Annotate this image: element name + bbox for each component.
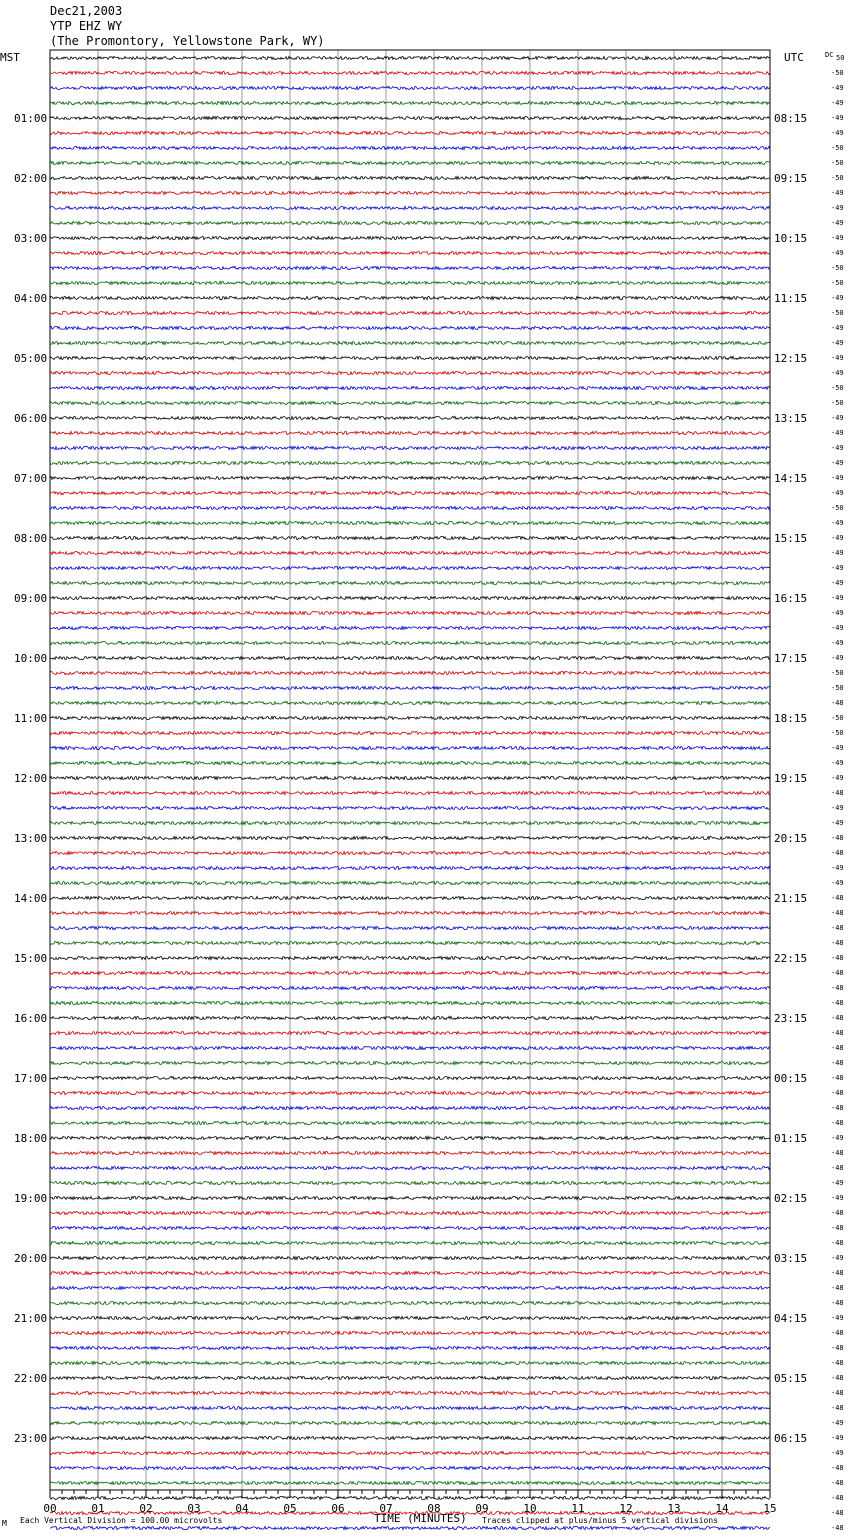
dc-offset-label: -48 bbox=[831, 1104, 844, 1112]
trace-line bbox=[50, 101, 770, 104]
dc-offset-label: -48 bbox=[831, 1014, 844, 1022]
trace-line bbox=[50, 116, 770, 119]
dc-offset-labels bbox=[831, 69, 844, 1534]
dc-offset-label: -48 bbox=[831, 834, 844, 842]
dc-offset-label: -49 bbox=[831, 864, 844, 872]
trace-line bbox=[50, 1481, 770, 1484]
right-hour-label: 08:15 bbox=[774, 112, 808, 125]
dc-offset-label: -49 bbox=[831, 579, 844, 587]
dc-offset-label: -50 bbox=[831, 384, 844, 392]
trace-line bbox=[50, 326, 770, 329]
trace-line bbox=[50, 626, 770, 629]
trace-line bbox=[50, 341, 770, 344]
trace-line bbox=[50, 851, 770, 854]
trace-line bbox=[50, 971, 770, 974]
right-timezone-label: UTC bbox=[784, 51, 804, 64]
dc-offset-label: -50 bbox=[831, 714, 844, 722]
trace-line bbox=[50, 1211, 770, 1214]
trace-line bbox=[50, 1061, 770, 1064]
x-tick-label: 01 bbox=[91, 1502, 105, 1515]
dc-offset-label: -48 bbox=[831, 1059, 844, 1067]
station-location: (The Promontory, Yellowstone Park, WY) bbox=[50, 34, 325, 48]
trace-line bbox=[50, 1391, 770, 1394]
trace-line bbox=[50, 1076, 770, 1079]
dc-offset-label: -50 bbox=[831, 399, 844, 407]
dc-offset-label: -49 bbox=[831, 1179, 844, 1187]
trace-line bbox=[50, 1286, 770, 1289]
dc-offset-label: -50 bbox=[831, 669, 844, 677]
trace-line bbox=[50, 1331, 770, 1334]
trace-line bbox=[50, 821, 770, 824]
left-hour-label: 04:00 bbox=[14, 292, 48, 305]
trace-line bbox=[50, 416, 770, 419]
dc-offset-label: -48 bbox=[831, 1029, 844, 1037]
trace-line bbox=[50, 236, 770, 239]
trace-line bbox=[50, 1136, 770, 1139]
trace-line bbox=[50, 86, 770, 89]
right-hour-label: 10:15 bbox=[774, 232, 808, 245]
trace-line bbox=[50, 1241, 770, 1244]
trace-line bbox=[50, 611, 770, 614]
dc-offset-label: -49 bbox=[831, 84, 844, 92]
left-hour-label: 22:00 bbox=[14, 1372, 48, 1385]
dc-offset-label: -48 bbox=[831, 1164, 844, 1172]
x-tick-label: 03 bbox=[187, 1502, 201, 1515]
dc-offset-label: -49 bbox=[831, 1434, 844, 1442]
dc-offset-label: -49 bbox=[831, 99, 844, 107]
left-timezone-label: MST bbox=[0, 51, 20, 64]
right-hour-label: 18:15 bbox=[774, 712, 808, 725]
trace-line bbox=[50, 446, 770, 449]
trace-line bbox=[50, 671, 770, 674]
left-hour-label: 07:00 bbox=[14, 472, 48, 485]
trace-line bbox=[50, 1346, 770, 1349]
dc-offset-label: -50 bbox=[831, 159, 844, 167]
dc-offset-label: -48 bbox=[831, 1524, 844, 1532]
dc-offset-label: -49 bbox=[831, 324, 844, 332]
right-hour-label: 21:15 bbox=[774, 892, 808, 905]
dc-offset-label: -48 bbox=[831, 699, 844, 707]
x-tick-label: 13 bbox=[667, 1502, 681, 1515]
dc-offset-label: -49 bbox=[831, 654, 844, 662]
left-hour-label: 12:00 bbox=[14, 772, 48, 785]
left-hour-label: 14:00 bbox=[14, 892, 48, 905]
dc-offset-label: -49 bbox=[831, 564, 844, 572]
left-hour-label: 23:00 bbox=[14, 1432, 48, 1445]
trace-line bbox=[50, 866, 770, 869]
trace-line bbox=[50, 1106, 770, 1109]
x-tick-label: 15 bbox=[763, 1502, 777, 1515]
x-tick-label: 02 bbox=[139, 1502, 153, 1515]
trace-line bbox=[50, 296, 770, 299]
left-hour-label: 20:00 bbox=[14, 1252, 48, 1265]
dc-offset-label: -48 bbox=[831, 1509, 844, 1517]
trace-line bbox=[50, 1376, 770, 1379]
left-hour-label: 17:00 bbox=[14, 1072, 48, 1085]
right-hour-label: 09:15 bbox=[774, 172, 808, 185]
trace-line bbox=[50, 1526, 770, 1529]
x-tick-label: 09 bbox=[475, 1502, 489, 1515]
dc-offset-label: -48 bbox=[831, 1239, 844, 1247]
trace-line bbox=[50, 1031, 770, 1034]
trace-line bbox=[50, 386, 770, 389]
dc-offset-label: -48 bbox=[831, 1119, 844, 1127]
dc-offset-label: -49 bbox=[831, 1419, 844, 1427]
clip-note: Traces clipped at plus/minus 5 vertical divisions bbox=[482, 1516, 719, 1525]
dc-offset-label: -48 bbox=[831, 1299, 844, 1307]
seismic-traces bbox=[50, 56, 770, 1534]
dc-offset-label: -48 bbox=[831, 1269, 844, 1277]
dc-offset-label: -48 bbox=[831, 984, 844, 992]
trace-line bbox=[50, 311, 770, 314]
dc-offset-label: -49 bbox=[831, 189, 844, 197]
left-hour-label: 18:00 bbox=[14, 1132, 48, 1145]
trace-line bbox=[50, 641, 770, 644]
trace-line bbox=[50, 266, 770, 269]
dc-offset-label: -48 bbox=[831, 1494, 844, 1502]
dc-offset-label: -49 bbox=[831, 369, 844, 377]
dc-offset-label: -49 bbox=[831, 639, 844, 647]
trace-line bbox=[50, 356, 770, 359]
dc-offset-label: -49 bbox=[831, 489, 844, 497]
x-tick-label: 14 bbox=[715, 1502, 729, 1515]
dc-label: DC bbox=[825, 51, 834, 59]
trace-line bbox=[50, 1181, 770, 1184]
dc-offset-label: -48 bbox=[831, 1329, 844, 1337]
dc-offset-label: -50 bbox=[831, 174, 844, 182]
dc-offset-label: -49 bbox=[831, 549, 844, 557]
dc-offset-label: -50 bbox=[831, 504, 844, 512]
x-tick-label: 08 bbox=[427, 1502, 441, 1515]
dc-offset-label: -48 bbox=[831, 939, 844, 947]
trace-line bbox=[50, 1451, 770, 1454]
trace-line bbox=[50, 881, 770, 884]
trace-line bbox=[50, 836, 770, 839]
left-hour-label: 15:00 bbox=[14, 952, 48, 965]
x-tick-label: 05 bbox=[283, 1502, 297, 1515]
trace-line bbox=[50, 1016, 770, 1019]
right-hour-labels bbox=[774, 112, 807, 1445]
trace-line bbox=[50, 401, 770, 404]
trace-line bbox=[50, 536, 770, 539]
trace-line bbox=[50, 191, 770, 194]
left-hour-label: 10:00 bbox=[14, 652, 48, 665]
dc-offset-label: -50 bbox=[831, 684, 844, 692]
dc-offset-label: -49 bbox=[831, 1254, 844, 1262]
left-hour-label: 21:00 bbox=[14, 1312, 48, 1325]
dc-offset-label: -50 bbox=[831, 264, 844, 272]
right-hour-label: 12:15 bbox=[774, 352, 808, 365]
dc-offset-label: -49 bbox=[831, 774, 844, 782]
trace-line bbox=[50, 791, 770, 794]
record-date: Dec21,2003 bbox=[50, 4, 123, 18]
right-hour-label: 16:15 bbox=[774, 592, 808, 605]
dc-offset-label: -48 bbox=[831, 1464, 844, 1472]
dc-offset-label: -48 bbox=[831, 1344, 844, 1352]
dc-offset-label: -50 bbox=[831, 69, 844, 77]
trace-line bbox=[50, 1226, 770, 1229]
trace-line bbox=[50, 896, 770, 899]
right-hour-label: 14:15 bbox=[774, 472, 808, 485]
dc-offset-label: -48 bbox=[831, 1089, 844, 1097]
trace-line bbox=[50, 1046, 770, 1049]
trace-line bbox=[50, 1421, 770, 1424]
left-hour-label: 05:00 bbox=[14, 352, 48, 365]
dc-offset-label: -49 bbox=[831, 609, 844, 617]
trace-line bbox=[50, 281, 770, 284]
dc-offset-label: -48 bbox=[831, 1074, 844, 1082]
x-tick-label: 12 bbox=[619, 1502, 633, 1515]
trace-line bbox=[50, 1316, 770, 1319]
trace-line bbox=[50, 56, 770, 59]
dc-offset-label: -49 bbox=[831, 429, 844, 437]
trace-line bbox=[50, 701, 770, 704]
trace-line bbox=[50, 656, 770, 659]
dc-offset-label: -48 bbox=[831, 999, 844, 1007]
dc-offset-label: -49 bbox=[831, 519, 844, 527]
station-code: YTP EHZ WY bbox=[50, 19, 123, 33]
dc-offset-label: -49 bbox=[831, 474, 844, 482]
trace-line bbox=[50, 1196, 770, 1199]
right-hour-label: 02:15 bbox=[774, 1192, 808, 1205]
trace-line bbox=[50, 1091, 770, 1094]
dc-offset-label: -48 bbox=[831, 954, 844, 962]
trace-line bbox=[50, 596, 770, 599]
x-tick-label: 10 bbox=[523, 1502, 537, 1515]
dc-offset-label: -49 bbox=[831, 744, 844, 752]
right-hour-label: 00:15 bbox=[774, 1072, 808, 1085]
dc-offset-label: -48 bbox=[831, 789, 844, 797]
dc-offset-label: -49 bbox=[831, 444, 844, 452]
left-hour-label: 08:00 bbox=[14, 532, 48, 545]
left-hour-label: 19:00 bbox=[14, 1192, 48, 1205]
right-hour-label: 15:15 bbox=[774, 532, 808, 545]
dc-offset-label: -49 bbox=[831, 129, 844, 137]
trace-line bbox=[50, 1256, 770, 1259]
dc-offset-label: -49 bbox=[831, 624, 844, 632]
trace-line bbox=[50, 1271, 770, 1274]
trace-line bbox=[50, 131, 770, 134]
left-hour-label: 09:00 bbox=[14, 592, 48, 605]
dc-offset-label: -48 bbox=[831, 1359, 844, 1367]
x-axis-title: TIME (MINUTES) bbox=[374, 1512, 467, 1525]
x-tick-label: 04 bbox=[235, 1502, 249, 1515]
left-hour-label: 03:00 bbox=[14, 232, 48, 245]
dc-offset-label: -48 bbox=[831, 1149, 844, 1157]
dc-offset-label: -49 bbox=[831, 534, 844, 542]
trace-line bbox=[50, 1466, 770, 1469]
dc-offset-label: -50 bbox=[831, 279, 844, 287]
right-hour-label: 01:15 bbox=[774, 1132, 808, 1145]
dc-offset-label: -48 bbox=[831, 894, 844, 902]
dc-offset-label: -48 bbox=[831, 969, 844, 977]
right-hour-label: 20:15 bbox=[774, 832, 808, 845]
trace-line bbox=[50, 1496, 770, 1499]
dc-offset-label: -49 bbox=[831, 219, 844, 227]
trace-line bbox=[50, 761, 770, 764]
trace-line bbox=[50, 521, 770, 524]
dc-offset-label: -49 bbox=[831, 594, 844, 602]
x-tick-label: 00 bbox=[43, 1502, 57, 1515]
scale-note: Each Vertical Division = 100.00 microvolts bbox=[20, 1516, 223, 1525]
x-tick-label: 07 bbox=[379, 1502, 393, 1515]
dc-top-value: 50 bbox=[836, 54, 845, 62]
right-hour-label: 11:15 bbox=[774, 292, 808, 305]
trace-line bbox=[50, 71, 770, 74]
dc-offset-label: -49 bbox=[831, 249, 844, 257]
trace-line bbox=[50, 776, 770, 779]
dc-offset-label: -48 bbox=[831, 924, 844, 932]
right-hour-label: 05:15 bbox=[774, 1372, 808, 1385]
trace-line bbox=[50, 461, 770, 464]
trace-line bbox=[50, 146, 770, 149]
trace-line bbox=[50, 746, 770, 749]
dc-offset-label: -48 bbox=[831, 1479, 844, 1487]
right-hour-label: 04:15 bbox=[774, 1312, 808, 1325]
footer-mark: M bbox=[2, 1519, 7, 1528]
dc-offset-label: -49 bbox=[831, 804, 844, 812]
dc-offset-label: -48 bbox=[831, 1374, 844, 1382]
trace-line bbox=[50, 1151, 770, 1154]
dc-offset-label: -49 bbox=[831, 1314, 844, 1322]
dc-offset-label: -48 bbox=[831, 1209, 844, 1217]
left-hour-label: 11:00 bbox=[14, 712, 48, 725]
trace-line bbox=[50, 941, 770, 944]
trace-line bbox=[50, 806, 770, 809]
trace-line bbox=[50, 251, 770, 254]
left-hour-label: 06:00 bbox=[14, 412, 48, 425]
x-tick-label: 11 bbox=[571, 1502, 585, 1515]
trace-line bbox=[50, 491, 770, 494]
dc-offset-label: -49 bbox=[831, 294, 844, 302]
dc-offset-label: -49 bbox=[831, 234, 844, 242]
left-hour-label: 01:00 bbox=[14, 112, 48, 125]
dc-offset-label: -49 bbox=[831, 759, 844, 767]
dc-offset-label: -50 bbox=[831, 309, 844, 317]
dc-offset-label: -48 bbox=[831, 849, 844, 857]
trace-line bbox=[50, 1121, 770, 1124]
dc-offset-label: -49 bbox=[831, 339, 844, 347]
trace-line bbox=[50, 956, 770, 959]
left-hour-label: 02:00 bbox=[14, 172, 48, 185]
trace-line bbox=[50, 1166, 770, 1169]
left-hour-labels bbox=[14, 112, 47, 1445]
dc-offset-label: -49 bbox=[831, 1449, 844, 1457]
dc-offset-label: -49 bbox=[831, 1194, 844, 1202]
dc-offset-label: -49 bbox=[831, 114, 844, 122]
dc-offset-label: -48 bbox=[831, 909, 844, 917]
right-hour-label: 13:15 bbox=[774, 412, 808, 425]
left-hour-label: 16:00 bbox=[14, 1012, 48, 1025]
trace-line bbox=[50, 1436, 770, 1439]
trace-line bbox=[50, 686, 770, 689]
dc-offset-label: -48 bbox=[831, 1389, 844, 1397]
trace-line bbox=[50, 926, 770, 929]
dc-offset-label: -49 bbox=[831, 879, 844, 887]
trace-line bbox=[50, 371, 770, 374]
dc-offset-label: -50 bbox=[831, 729, 844, 737]
right-hour-label: 17:15 bbox=[774, 652, 808, 665]
dc-offset-label: -48 bbox=[831, 1404, 844, 1412]
trace-line bbox=[50, 566, 770, 569]
x-tick-label: 06 bbox=[331, 1502, 345, 1515]
dc-offset-label: -48 bbox=[831, 1224, 844, 1232]
trace-line bbox=[50, 206, 770, 209]
dc-offset-label: -48 bbox=[831, 1044, 844, 1052]
trace-line bbox=[50, 431, 770, 434]
trace-line bbox=[50, 176, 770, 179]
trace-line bbox=[50, 551, 770, 554]
dc-offset-label: -49 bbox=[831, 459, 844, 467]
trace-line bbox=[50, 476, 770, 479]
trace-line bbox=[50, 716, 770, 719]
trace-line bbox=[50, 986, 770, 989]
dc-offset-label: -50 bbox=[831, 144, 844, 152]
dc-offset-label: -49 bbox=[831, 204, 844, 212]
dc-offset-label: -49 bbox=[831, 414, 844, 422]
trace-line bbox=[50, 1301, 770, 1304]
right-hour-label: 22:15 bbox=[774, 952, 808, 965]
trace-line bbox=[50, 731, 770, 734]
trace-line bbox=[50, 1406, 770, 1409]
left-hour-label: 13:00 bbox=[14, 832, 48, 845]
right-hour-label: 19:15 bbox=[774, 772, 808, 785]
right-hour-label: 23:15 bbox=[774, 1012, 808, 1025]
trace-line bbox=[50, 581, 770, 584]
dc-offset-label: -49 bbox=[831, 1134, 844, 1142]
dc-offset-label: -49 bbox=[831, 354, 844, 362]
trace-line bbox=[50, 911, 770, 914]
dc-offset-label: -49 bbox=[831, 819, 844, 827]
dc-offset-label: -48 bbox=[831, 1284, 844, 1292]
trace-line bbox=[50, 1361, 770, 1364]
right-hour-label: 06:15 bbox=[774, 1432, 808, 1445]
trace-line bbox=[50, 1001, 770, 1004]
right-hour-label: 03:15 bbox=[774, 1252, 808, 1265]
trace-line bbox=[50, 221, 770, 224]
trace-line bbox=[50, 506, 770, 509]
trace-line bbox=[50, 161, 770, 164]
